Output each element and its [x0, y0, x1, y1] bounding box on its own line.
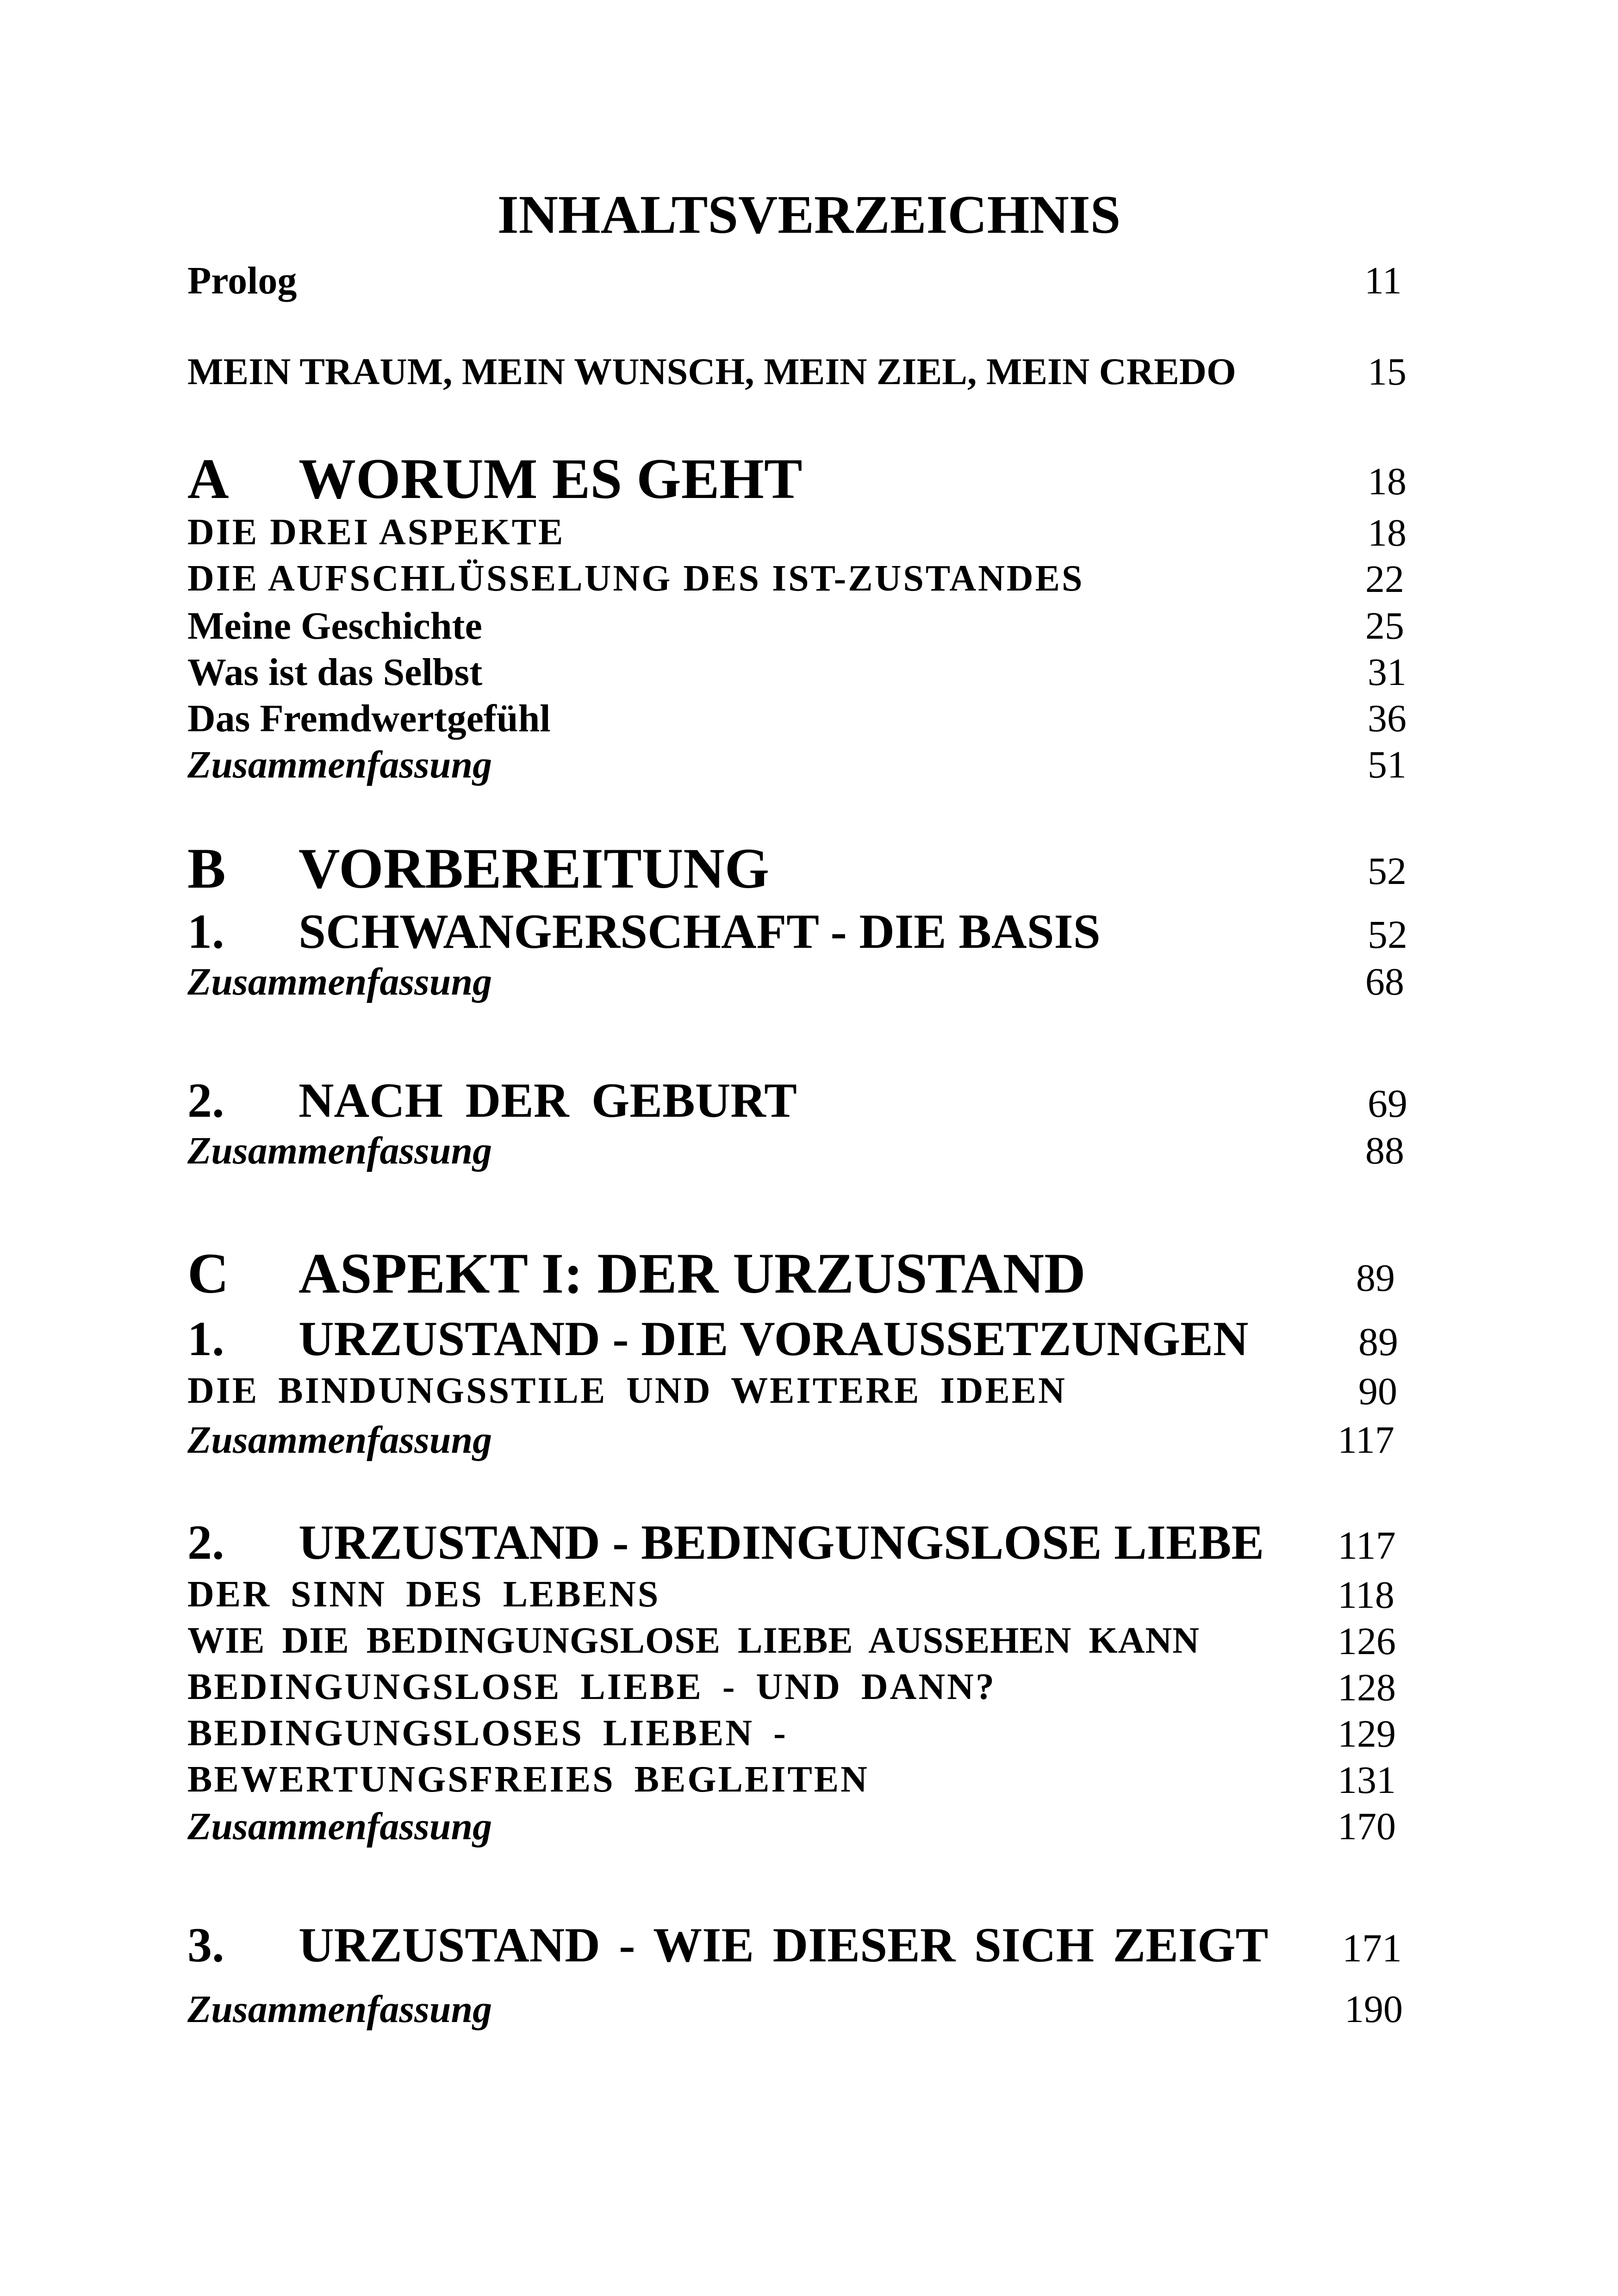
toc-page-number: 128	[1338, 1666, 1396, 1709]
chapter-title: NACH DER GEBURT	[299, 1073, 797, 1127]
chapter-number: 2.	[187, 1073, 224, 1127]
toc-page-number: 190	[1344, 1988, 1403, 2031]
toc-chapter-c1[interactable]	[0, 1312, 1618, 1366]
chapter-number: 1.	[187, 904, 224, 958]
toc-page-number: 52	[1368, 850, 1406, 893]
toc-entry-label: BEDINGUNGSLOSE LIEBE - UND DANN?	[187, 1667, 996, 1707]
section-title: ASPEKT I: DER URZUSTAND	[299, 1242, 1086, 1305]
toc-page-number: 170	[1338, 1805, 1396, 1848]
toc-entry-label: Prolog	[187, 259, 297, 302]
toc-page-number: 68	[1365, 960, 1404, 1003]
toc-chapter-b1[interactable]	[0, 904, 1618, 958]
section-title: VORBEREITUNG	[299, 837, 770, 900]
toc-section-a[interactable]	[0, 447, 1618, 510]
toc-page-number: 171	[1342, 1926, 1402, 1970]
page-title: INHALTSVERZEICHNIS	[497, 184, 1121, 245]
chapter-title: URZUSTAND - WIE DIESER SICH ZEIGT	[299, 1918, 1269, 1972]
toc-page-number: 11	[1364, 259, 1402, 302]
toc-page-number: 52	[1368, 912, 1407, 957]
toc-entry-label: BEWERTUNGSFREIES BEGLEITEN	[187, 1759, 869, 1800]
toc-page-number: 51	[1368, 743, 1406, 786]
toc-entry-label: DIE AUFSCHLÜSSELUNG DES IST-ZUSTANDES	[187, 558, 1084, 599]
toc-entry[interactable]	[0, 1666, 1618, 1709]
toc-page-number: 117	[1338, 1419, 1394, 1462]
toc-page-number: 118	[1338, 1574, 1394, 1617]
section-letter: C	[187, 1242, 229, 1305]
toc-entry-summary[interactable]	[0, 1988, 1618, 2031]
toc-page-number: 117	[1338, 1523, 1396, 1568]
toc-page-number: 88	[1365, 1129, 1404, 1172]
toc-entry-label: DER SINN DES LEBENS	[187, 1574, 660, 1615]
toc-entry-label: Zusammenfassung	[187, 1988, 492, 2031]
toc-page-number: 22	[1365, 558, 1404, 601]
toc-entry[interactable]	[0, 1370, 1618, 1413]
toc-page-number: 36	[1368, 697, 1406, 740]
toc-page-number: 31	[1368, 651, 1406, 694]
toc-entry-prolog[interactable]	[0, 259, 1618, 302]
toc-page-number: 129	[1338, 1712, 1396, 1755]
toc-entry-label: Das Fremdwertgefühl	[187, 697, 551, 740]
toc-page-number: 18	[1368, 460, 1406, 503]
chapter-number: 1.	[187, 1312, 224, 1366]
section-letter: B	[187, 837, 226, 900]
toc-entry-label: DIE DREI ASPEKTE	[187, 512, 565, 553]
toc-entry-label: BEDINGUNGSLOSES LIEBEN -	[187, 1713, 788, 1754]
toc-entry-label: Was ist das Selbst	[187, 651, 483, 694]
toc-entry[interactable]	[0, 1620, 1618, 1663]
toc-page-number: 131	[1338, 1759, 1396, 1802]
section-title: WORUM ES GEHT	[299, 447, 803, 510]
section-letter: A	[187, 447, 229, 510]
chapter-number: 2.	[187, 1515, 224, 1569]
toc-page-number: 18	[1368, 511, 1406, 554]
chapter-title: URZUSTAND - DIE VORAUSSETZUNGEN	[299, 1312, 1249, 1366]
toc-page-number: 89	[1356, 1257, 1395, 1300]
toc-entry-label: Zusammenfassung	[187, 1419, 492, 1462]
toc-page-number: 69	[1368, 1081, 1407, 1126]
chapter-number: 3.	[187, 1918, 224, 1972]
toc-page-number: 89	[1358, 1319, 1398, 1364]
toc-entry-summary[interactable]	[0, 1805, 1618, 1848]
toc-entry-label: DIE BINDUNGSSTILE UND WEITERE IDEEN	[187, 1370, 1067, 1411]
toc-page-number: 90	[1358, 1370, 1397, 1413]
toc-page-number: 15	[1368, 350, 1406, 393]
toc-entry-label: Meine Geschichte	[187, 604, 482, 647]
chapter-title: SCHWANGERSCHAFT - DIE BASIS	[299, 904, 1101, 958]
toc-page-number: 25	[1365, 604, 1404, 647]
toc-entry-label: Zusammenfassung	[187, 1129, 492, 1172]
toc-page-number: 126	[1338, 1620, 1396, 1663]
toc-entry-label: Zusammenfassung	[187, 1805, 492, 1848]
toc-entry-label: Zusammenfassung	[187, 960, 492, 1003]
toc-entry[interactable]	[0, 697, 1618, 740]
toc-entry-label: Zusammenfassung	[187, 743, 492, 786]
toc-entry-label: WIE DIE BEDINGUNGSLOSE LIEBE AUSSEHEN KANN	[187, 1620, 1200, 1661]
toc-entry-label: MEIN TRAUM, MEIN WUNSCH, MEIN ZIEL, MEIN CREDO	[187, 350, 1236, 392]
chapter-title: URZUSTAND - BEDINGUNGSLOSE LIEBE	[299, 1515, 1264, 1569]
